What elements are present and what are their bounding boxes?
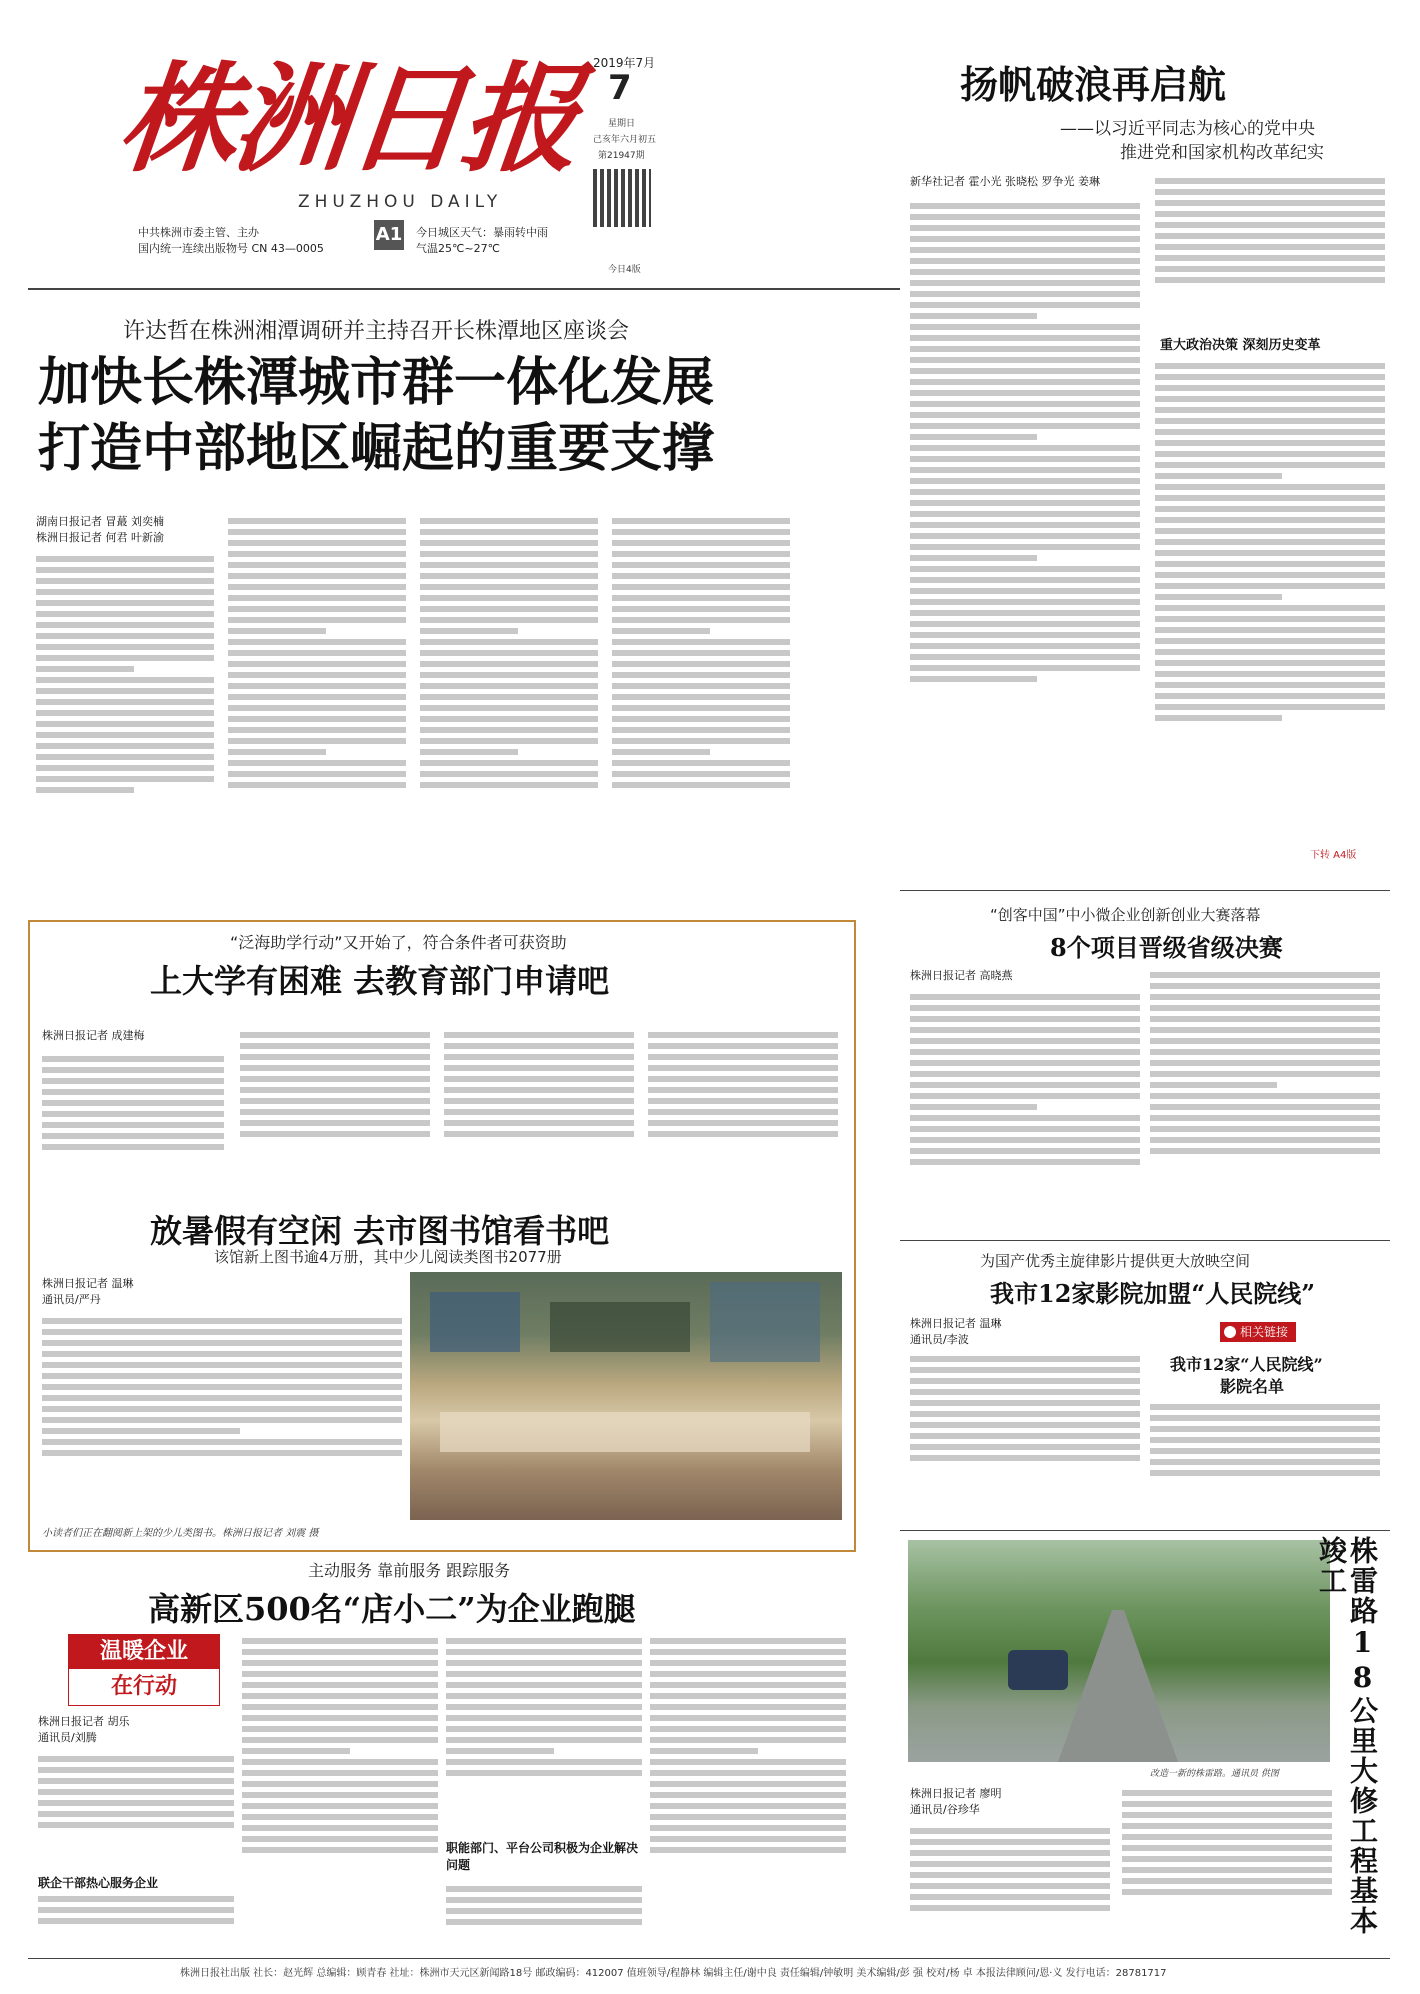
hitech-text-col1b [38,1892,234,1942]
lead-text-col3 [420,514,598,896]
weekday: 星期日 [608,119,636,129]
hitech-text-col2 [242,1634,438,1942]
chuangke-byline: 株洲日报记者 高晓燕 [910,969,1013,982]
lead-text-col1 [36,552,214,896]
lead-story [28,296,900,916]
footer-rule [28,1958,1390,1959]
chuangke-text-col1 [910,990,1140,1230]
education-headline: 上大学有困难 去教育部门申请吧 [150,962,610,1000]
lead-headline-1: 加快长株潭城市群一体化发展 [38,352,715,413]
education-text-col2 [240,1028,430,1192]
chuangke-kicker: “创客中国”中小微企业创新创业大赛落幕 [990,906,1261,924]
weather-line-2: 气温25℃~27℃ [416,242,500,255]
library-subheadline: 该馆新上图书逾4万册，其中少儿阅读类图书2077册 [214,1248,562,1266]
cinema-byline-2: 通讯员/李波 [910,1333,969,1346]
cinema-text [910,1352,1140,1512]
road-caption: 改造一新的株雷路。通讯员 供图 [1150,1769,1279,1779]
lead-text-col2 [228,514,406,896]
related-link-label: 相关链接 [1240,1325,1289,1339]
sponsor: 中共株洲市委主管、主办 [138,226,259,239]
top-right-text-col3 [1155,359,1385,859]
footer-info: 株洲日报社出版 社长：赵光辉 总编辑：顾青春 社址：株洲市天元区新闻路18号 邮政编码：412007 值班领导/程静林 编辑主任/谢中良 责任编辑/钟敏明 美术编辑/彭 强 校对/杨 卓 本报法律顾问/恩·义 发行电话：28781717 [180,1968,1167,1979]
masthead-english: ZHUZHOU DAILY [298,192,503,212]
continued-note: 下转 A4版 [1310,850,1357,861]
library-caption: 小读者们正在翻阅新上架的少儿类图书。株洲日报记者 刘震 摄 [42,1528,319,1539]
lead-kicker: 许达哲在株洲湘潭调研并主持召开长株潭地区座谈会 [123,319,630,344]
cn-number: 国内统一连续出版物号 CN 43—0005 [138,242,324,255]
related-title-1: 我市12家“人民院线” [1170,1355,1323,1374]
cinema-article [900,1246,1390,1526]
road-text-col2 [1122,1786,1332,1944]
top-right-byline: 新华社记者 霍小光 张晓松 罗争光 姜琳 [910,175,1100,188]
page-count: 今日4版 [608,265,641,275]
top-right-subhead: 重大政治决策 深刻历史变革 [1160,338,1321,353]
top-right-subtitle-1: ——以习近平同志为核心的党中央 [1060,119,1315,139]
cinema-headline: 我市12家影院加盟“人民院线” [990,1279,1316,1308]
hitech-kicker: 主动服务 靠前服务 跟踪服务 [308,1561,511,1580]
weather-line-1: 今日城区天气：暴雨转中雨 [416,226,548,239]
library-byline-2: 通讯员/严丹 [42,1293,101,1306]
related-link-badge [1220,1322,1296,1342]
cinema-byline-1: 株洲日报记者 温琳 [910,1317,1002,1330]
hitech-text-col3b [446,1882,642,1942]
hitech-text-col1a [38,1752,234,1870]
chuangke-text-col2 [1150,968,1380,1230]
hitech-byline-1: 株洲日报记者 胡乐 [38,1715,130,1728]
date-year-month: 2019年7月 [593,56,656,70]
road-vertical-headline: 株雷路18公里大修工程基本竣工 [1315,1536,1379,1936]
hitech-badge-line-2: 在行动 [110,1674,177,1699]
road-byline-2: 通讯员/谷珍华 [910,1803,980,1816]
top-right-subtitle-2: 推进党和国家机构改革纪实 [1120,143,1324,163]
education-box [28,920,856,1552]
chuangke-headline: 8个项目晋级省级决赛 [1050,933,1283,962]
page-code: A1 [374,220,404,250]
education-text-col4 [648,1028,838,1192]
library-headline: 放暑假有空闲 去市图书馆看书吧 [150,1212,610,1250]
education-text-col3 [444,1028,634,1192]
top-right-title: 扬帆破浪再启航 [960,62,1227,107]
right-divider-2 [900,1240,1390,1241]
library-text [42,1314,402,1510]
top-right-text-col2 [1155,174,1385,324]
masthead [28,24,698,288]
hitech-badge [68,1634,220,1706]
hitech-text-col3a [446,1634,642,1834]
lunar-date: 己亥年六月初五 [593,135,657,145]
library-photo [410,1272,842,1520]
date-day: 7 [608,68,632,108]
road-photo [908,1540,1330,1762]
hitech-headline: 高新区500名“店小二”为企业跑腿 [148,1590,636,1628]
masthead-logo: 株洲日报 [112,49,584,188]
education-byline: 株洲日报记者 成建梅 [42,1029,145,1042]
masthead-divider [28,288,900,290]
lead-headline-2: 打造中部地区崛起的重要支撑 [38,418,715,479]
hitech-text-col4 [650,1634,846,1942]
hitech-byline-2: 通讯员/刘腾 [38,1731,97,1744]
lead-text-col4 [612,514,790,896]
education-text-col1 [42,1052,224,1192]
education-kicker: “泛海助学行动”又开始了，符合条件者可获资助 [230,933,567,952]
hitech-badge-line-1: 温暖企业 [69,1635,219,1669]
top-right-text-col1 [910,199,1140,864]
top-right-article [910,24,1390,890]
road-article [900,1536,1390,1952]
right-divider-3 [900,1530,1390,1531]
library-byline-1: 株洲日报记者 温琳 [42,1277,134,1290]
lead-byline-1: 湖南日报记者 冒蕞 刘奕楠 [36,515,164,528]
hitech-article [28,1552,900,1952]
issue-number: 第21947期 [598,151,645,161]
cinema-kicker: 为国产优秀主旋律影片提供更大放映空间 [980,1252,1251,1270]
chuangke-article [900,900,1390,1240]
road-byline-1: 株洲日报记者 廖明 [910,1787,1002,1800]
related-link-icon [1224,1326,1236,1338]
hitech-subhead-1: 联企干部热心服务企业 [38,1876,159,1890]
related-text [1150,1400,1380,1512]
related-title-2: 影院名单 [1220,1377,1285,1396]
qr-code [593,169,651,227]
right-divider-1 [900,890,1390,891]
hitech-subhead-2: 职能部门、平台公司积极为企业解决问题 [446,1841,639,1872]
lead-byline-2: 株洲日报记者 何君 叶新渝 [36,531,164,544]
road-text-col1 [910,1824,1110,1944]
